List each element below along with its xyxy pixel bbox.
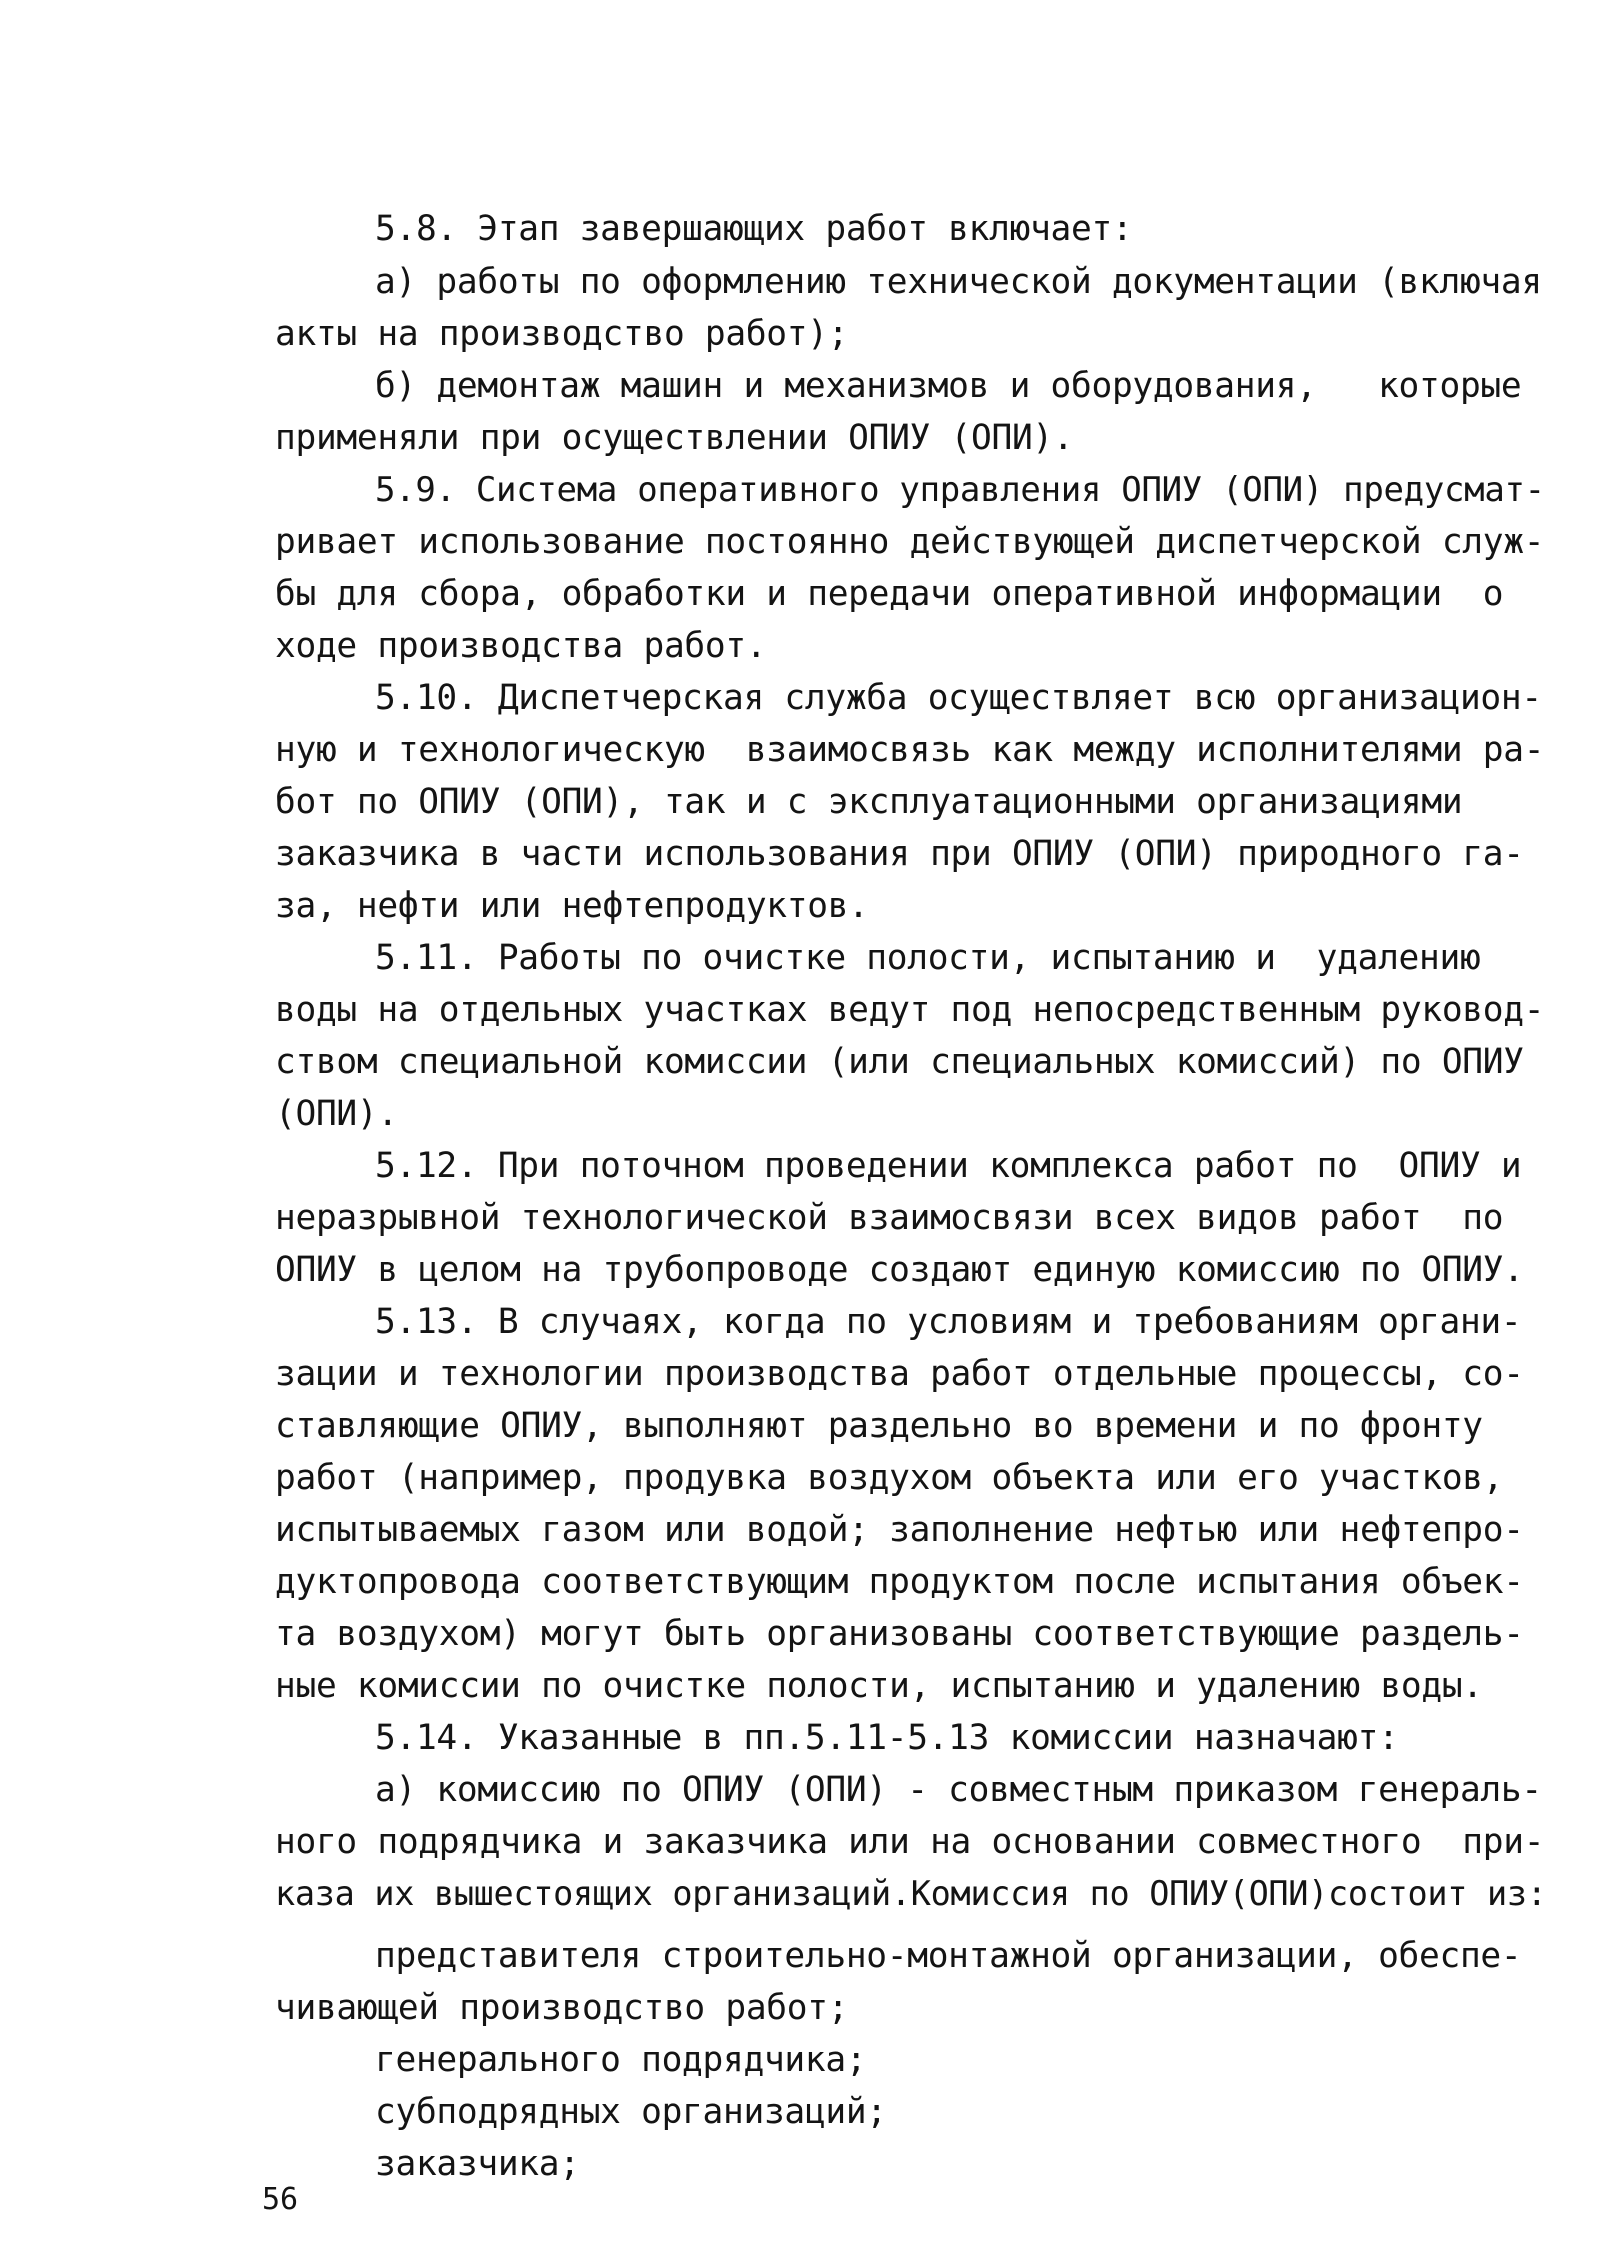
text-line-7: ривает использование постоянно действующей диспетчерской служ-: [275, 522, 1545, 562]
text-line-14: за, нефти или нефтепродуктов.: [275, 886, 869, 926]
text-line-15: 5.11. Работы по очистке полости, испытанию и удалению: [375, 938, 1481, 978]
text-line-29: ные комиссии по очистке полости, испытанию и удалению воды.: [275, 1666, 1483, 1706]
text-line-22: 5.13. В случаях, когда по условиям и требованиям органи-: [375, 1302, 1522, 1342]
text-line-12: бот по ОПИУ (ОПИ), так и с эксплуатационными организациями: [275, 782, 1463, 822]
text-line-6: 5.9. Система оперативного управления ОПИУ (ОПИ) предусмат-: [375, 470, 1545, 510]
text-line-28: та воздухом) могут быть организованы соответствующие раздель-: [275, 1614, 1524, 1654]
text-line-16: воды на отдельных участках ведут под непосредственным руковод-: [275, 990, 1545, 1030]
text-line-36: генерального подрядчика;: [375, 2040, 867, 2080]
text-line-4: б) демонтаж машин и механизмов и оборудования, которые: [375, 366, 1522, 406]
text-line-24: ставляющие ОПИУ, выполняют раздельно во времени и по фронту: [275, 1406, 1483, 1446]
text-line-26: испытываемых газом или водой; заполнение нефтью или нефтепро-: [275, 1510, 1524, 1550]
text-line-8: бы для сбора, обработки и передачи оперативной информации о: [275, 574, 1504, 614]
text-line-21: ОПИУ в целом на трубопроводе создают единую комиссию по ОПИУ.: [275, 1250, 1524, 1290]
text-line-34: представителя строительно-монтажной организации, обеспе-: [375, 1936, 1522, 1976]
text-line-18: (ОПИ).: [275, 1094, 398, 1134]
text-line-30: 5.14. Указанные в пп.5.11-5.13 комиссии назначают:: [375, 1718, 1399, 1758]
text-line-37: субподрядных организаций;: [375, 2092, 887, 2132]
text-line-23: зации и технологии производства работ отдельные процессы, со-: [275, 1354, 1524, 1394]
text-line-17: ством специальной комиссии (или специальных комиссий) по ОПИУ: [275, 1042, 1524, 1082]
text-line-31: а) комиссию по ОПИУ (ОПИ) - совместным приказом генераль-: [375, 1770, 1542, 1810]
text-line-10: 5.10. Диспетчерская служба осуществляет всю организацион-: [375, 678, 1542, 718]
text-line-9: ходе производства работ.: [275, 626, 767, 666]
text-line-19: 5.12. При поточном проведении комплекса работ по ОПИУ и: [375, 1146, 1522, 1186]
text-line-38: заказчика;: [375, 2144, 580, 2184]
page-number: 56: [262, 2182, 299, 2217]
text-line-25: работ (например, продувка воздухом объекта или его участков,: [275, 1458, 1504, 1498]
text-line-20: неразрывной технологической взаимосвязи всех видов работ по: [275, 1198, 1504, 1238]
text-line-13: заказчика в части использования при ОПИУ (ОПИ) природного га-: [275, 834, 1524, 874]
text-line-1: 5.8. Этап завершающих работ включает:: [375, 209, 1133, 249]
text-line-33: каза их вышестоящих организаций.Комиссия по ОПИУ(ОПИ)состоит из:: [275, 1874, 1547, 1913]
text-line-11: ную и технологическую взаимосвязь как между исполнителями ра-: [275, 730, 1545, 770]
text-line-35: чивающей производство работ;: [275, 1988, 849, 2028]
text-line-2: а) работы по оформлению технической документации (включая: [375, 262, 1542, 302]
text-line-5: применяли при осуществлении ОПИУ (ОПИ).: [275, 418, 1074, 458]
text-line-27: дуктопровода соответствующим продуктом после испытания объек-: [275, 1562, 1524, 1602]
text-line-32: ного подрядчика и заказчика или на основании совместного при-: [275, 1822, 1545, 1862]
text-line-3: акты на производство работ);: [275, 314, 849, 354]
